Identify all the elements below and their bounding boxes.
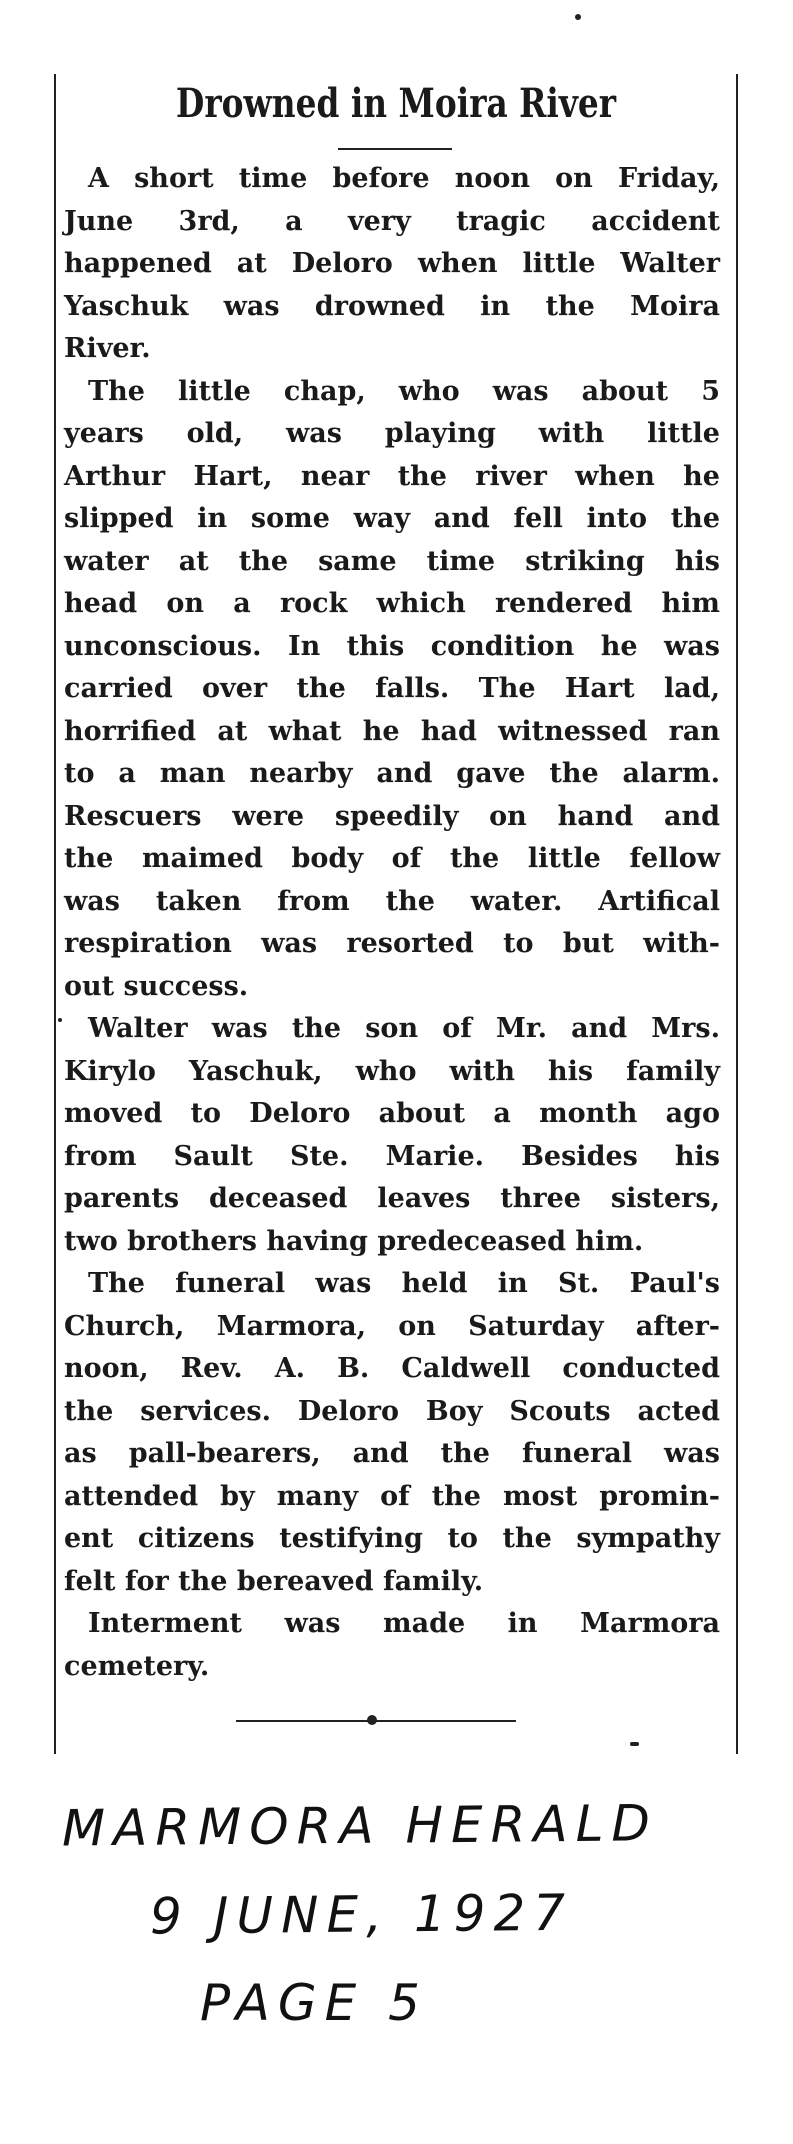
article-line: carried over the falls. The Hart lad, — [64, 673, 720, 704]
article-line: The little chap, who was about 5 — [88, 375, 720, 407]
article-line: Church, Marmora, on Saturday after- — [64, 1310, 720, 1342]
article-line: Arthur Hart, near the river when he — [64, 460, 720, 492]
article-line: slipped in some way and fell into the — [64, 503, 720, 534]
article-line: horrified at what he had witnessed ran — [64, 715, 720, 747]
article-line: the services. Deloro Boy Scouts acted — [64, 1395, 720, 1427]
article-line: unconscious. In this condition he was — [64, 630, 720, 662]
article-line: River. — [64, 333, 151, 364]
handwritten-page: PAGE 5 — [200, 1974, 428, 2032]
article-line: to a man nearby and gave the alarm. — [64, 758, 720, 789]
article-line: Rescuers were speedily on hand and — [64, 800, 720, 832]
article-paragraph — [56, 1603, 726, 1688]
newspaper-clipping — [54, 74, 738, 1754]
article-paragraph — [56, 158, 726, 371]
article-line: the maimed body of the little fellow — [64, 843, 720, 874]
ink-speck — [575, 14, 581, 20]
article-line: A short time before noon on Friday, — [88, 163, 720, 194]
article-line: June 3rd, a very tragic accident — [64, 205, 720, 237]
article-paragraph — [56, 371, 726, 1009]
headline-rule — [338, 148, 452, 150]
article-line: The funeral was held in St. Paul's — [88, 1268, 720, 1299]
article-line: parents deceased leaves three sisters, — [64, 1183, 720, 1214]
handwritten-date: 9 JUNE, 1927 — [149, 1883, 574, 1946]
article-line: Kirylo Yaschuk, who with his family — [64, 1055, 720, 1087]
article-line: Interment was made in Marmora — [88, 1608, 720, 1639]
article-line: as pall-bearers, and the funeral was — [64, 1438, 720, 1469]
article-line: was taken from the water. Artifical — [64, 885, 720, 917]
article-line: noon, Rev. A. B. Caldwell conducted — [64, 1353, 720, 1384]
article-line: Walter was the son of Mr. and Mrs. — [88, 1013, 720, 1044]
article-paragraph — [56, 1263, 726, 1603]
article-line: respiration was resorted to but with- — [64, 928, 720, 959]
article-line: moved to Deloro about a month ago — [64, 1098, 720, 1129]
article-line: happened at Deloro when little Walter — [64, 248, 720, 279]
article-body — [56, 158, 736, 1688]
article-line: felt for the bereaved family. — [64, 1565, 484, 1597]
article-headline: Drowned in Moira River — [175, 80, 617, 127]
article-line: from Sault Ste. Marie. Besides his — [64, 1140, 720, 1172]
article-line: ent citizens testifying to the sympathy — [64, 1523, 720, 1554]
article-line: Yaschuk was drowned in the Moira — [64, 290, 720, 322]
article-line: cemetery. — [64, 1650, 210, 1682]
article-line: water at the same time striking his — [64, 545, 720, 577]
article-line: head on a rock which rendered him — [64, 588, 720, 619]
article-line: attended by many of the most promin- — [64, 1480, 720, 1512]
handwritten-source: MARMORA HERALD — [61, 1794, 659, 1858]
article-line: years old, was playing with little — [64, 418, 720, 449]
end-rule-dot — [367, 1715, 377, 1725]
article-paragraph — [56, 1008, 726, 1263]
article-line: two brothers having predeceased him. — [64, 1225, 644, 1257]
article-line: out success. — [64, 970, 249, 1002]
